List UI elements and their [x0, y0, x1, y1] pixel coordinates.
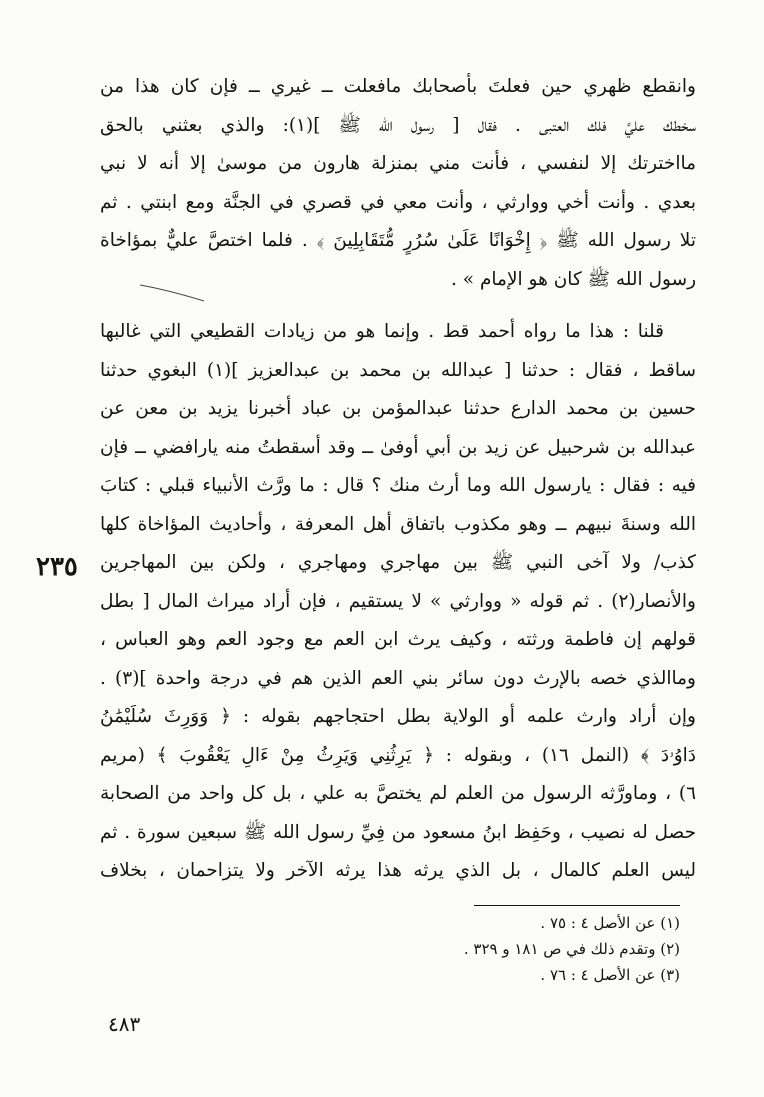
- footnotes: [300, 910, 680, 988]
- text-line: ٦) ، وماورَّثه الرسول من العلم لم يختصَّ به علي ، بل كل واحد من الصحابة: [100, 783, 696, 804]
- footnote-separator: [474, 905, 680, 906]
- text-line: بعدي . وأنت أخي ووارثي ، وأنت معي في قصري في الجنَّة ومع ابنتي . ثم: [100, 191, 696, 213]
- text-line: حسين بن محمد الدارع حدثنا عبدالمؤمن بن عباد أخبرنا يزيد بن معن عن: [100, 398, 696, 419]
- text-line: عبدالله بن شرحبيل عن زيد بن أبي أوفىٰ ــ وقد أسقطتُ منه يارافضي ــ فإن: [100, 436, 696, 458]
- text-line: ساقط ، فقال : حدثنا [ عبدالله بن محمد بن عبدالعزيز ](١) البغوي حدثنا: [100, 359, 696, 381]
- page-number: ٤٨٣: [108, 1012, 141, 1036]
- text-line: الله وسنةَ نبيهم ــ وهو مكذوب باتفاق أهل المعرفة ، وأحاديث المؤاخاة كلها: [100, 513, 696, 535]
- footnote: (٢) وتقدم ذلك في ص ١٨١ و ٣٢٩ .: [463, 940, 680, 958]
- main-text: [100, 68, 696, 891]
- pen-stroke-mark: [138, 282, 208, 304]
- footnote: (١) عن الأصل ٤ : ٧٥ .: [540, 914, 680, 932]
- text-line: حصل له نصيب ، وحَفِظ ابنُ مسعود من فِيِّ رسول الله ﷺ سبعين سورة . ثم: [100, 821, 696, 843]
- text-line: رسول الله ﷺ كان هو الإمام » .: [451, 268, 696, 290]
- text-line: فيه : فقال : يارسول الله وما أرث منك ؟ قال : ما ورَّث الأنبياء قبلي : كتابَ: [100, 475, 696, 496]
- text-line: دَاوُۥدَ ﴾ (النمل ١٦) ، وبقوله : ﴿ يَرِثُنِي وَيَرِثُ مِنْ ءَالِ يَعْقُوبَ ﴾ (مريم: [100, 744, 696, 766]
- text-line: والأنصار(٢) . ثم قوله « ووارثي » لا يستقيم ، فإن أراد ميراث المال [ بطل: [100, 590, 696, 612]
- text-line: مااخترتك إلا لنفسي ، فأنت مني بمنزلة هارون من موسىٰ إلا أنه لا نبي: [100, 153, 696, 174]
- footnote: (٣) عن الأصل ٤ : ٧٦ .: [540, 966, 680, 984]
- text-line: قلنا : هذا ما رواه أحمد قط . وإنما هو من زيادات القطيعي التي غالبها: [100, 321, 664, 342]
- text-line: وماالذي خصه بالإرث دون سائر بني العم الذين هم في درجة واحدة ](٣) .: [100, 667, 696, 689]
- text-line: تلا رسول الله ﷺ ﴿ إِخْوَانًا عَلَىٰ سُرُرٍ مُّتَقَابِلِينَ ﴾ . فلما اختصَّ عليٌّ بمؤاخاة: [100, 230, 696, 251]
- text-line: وانقطع ظهري حين فعلتَ بأصحابك مافعلت ــ غيري ــ فإن كان هذا من: [100, 76, 696, 97]
- text-line: وإن أراد وارث علمه أو الولاية بطل احتجاجهم بقوله : ﴿ وَوَرِثَ سُلَيْمَٰنُ: [100, 706, 696, 727]
- text-line: كذب/ ولا آخى النبي ﷺ بين مهاجري ومهاجري ، ولكن بين المهاجرين: [100, 552, 696, 573]
- text-line: ليس العلم كالمال ، بل الذي يرثه هذا يرثه الآخر ولا يتزاحمان ، بخلاف: [100, 860, 696, 881]
- text-line: قولهم إن فاطمة ورثته ، وكيف يرث ابن العم مع وجود العم وهو العباس ،: [100, 629, 696, 650]
- margin-page-reference: ٢٣٥: [36, 552, 78, 582]
- text-line: سخطك عليَّ فلك العتبى . فقال [ رسول الله ﷺ ](١): والذي بعثني بالحق: [100, 114, 696, 136]
